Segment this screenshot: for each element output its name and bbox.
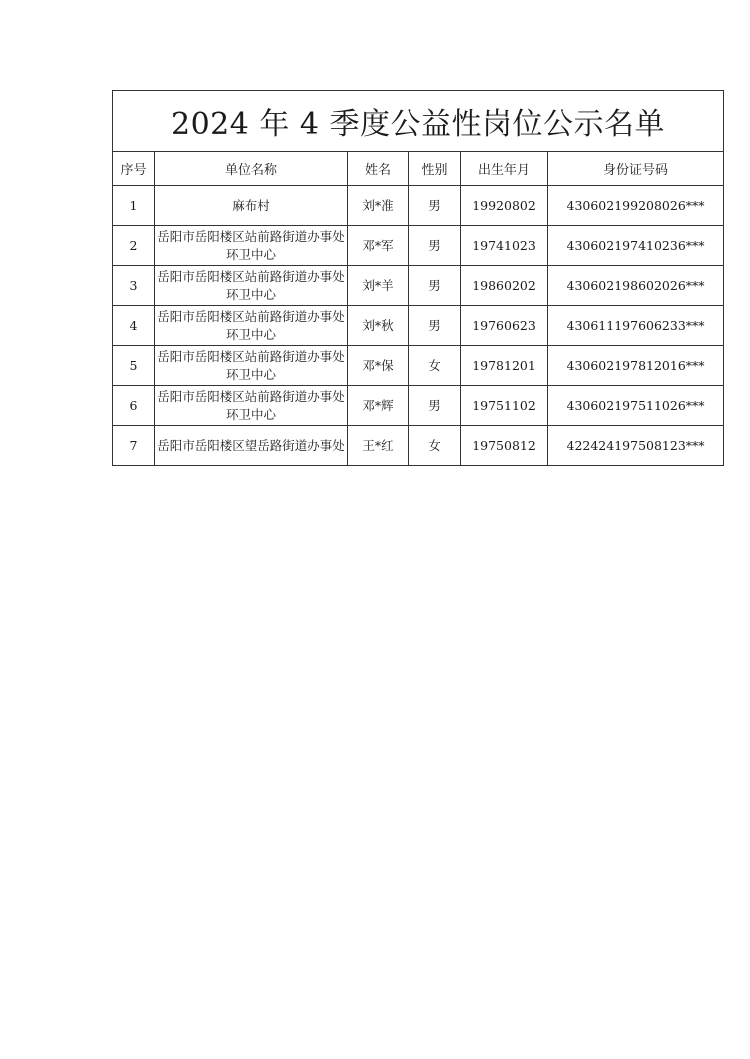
cell-unit: 岳阳市岳阳楼区望岳路街道办事处	[155, 426, 348, 466]
cell-gender: 女	[409, 426, 461, 466]
header-index: 序号	[113, 152, 155, 186]
document-title: 2024 年 4 季度公益性岗位公示名单	[113, 91, 724, 152]
cell-unit: 麻布村	[155, 186, 348, 226]
cell-index: 2	[113, 226, 155, 266]
cell-birth: 19760623	[461, 306, 548, 346]
header-id-number: 身份证号码	[548, 152, 724, 186]
cell-gender: 男	[409, 186, 461, 226]
cell-index: 6	[113, 386, 155, 426]
cell-gender: 男	[409, 226, 461, 266]
cell-name: 刘*秋	[348, 306, 409, 346]
cell-birth: 19781201	[461, 346, 548, 386]
cell-birth: 19860202	[461, 266, 548, 306]
header-unit: 单位名称	[155, 152, 348, 186]
cell-name: 刘*羊	[348, 266, 409, 306]
cell-name: 邓*军	[348, 226, 409, 266]
cell-name: 邓*保	[348, 346, 409, 386]
table-row	[113, 386, 724, 426]
table-row	[113, 266, 724, 306]
table-row	[113, 186, 724, 226]
cell-id-number: 430602197812016***	[548, 346, 724, 386]
cell-gender: 男	[409, 306, 461, 346]
cell-name: 刘*准	[348, 186, 409, 226]
header-birth: 出生年月	[461, 152, 548, 186]
cell-name: 王*红	[348, 426, 409, 466]
table-row	[113, 346, 724, 386]
cell-id-number: 430602199208026***	[548, 186, 724, 226]
roster-table	[112, 90, 724, 466]
cell-gender: 女	[409, 346, 461, 386]
cell-id-number: 430602198602026***	[548, 266, 724, 306]
cell-gender: 男	[409, 386, 461, 426]
cell-birth: 19920802	[461, 186, 548, 226]
cell-unit: 岳阳市岳阳楼区站前路街道办事处环卫中心	[155, 266, 348, 306]
cell-birth: 19750812	[461, 426, 548, 466]
table-row	[113, 226, 724, 266]
cell-birth: 19751102	[461, 386, 548, 426]
cell-index: 3	[113, 266, 155, 306]
cell-unit: 岳阳市岳阳楼区站前路街道办事处环卫中心	[155, 306, 348, 346]
cell-gender: 男	[409, 266, 461, 306]
table-header	[113, 152, 724, 186]
table-row	[113, 426, 724, 466]
cell-id-number: 430602197410236***	[548, 226, 724, 266]
table-row	[113, 306, 724, 346]
header-name: 姓名	[348, 152, 409, 186]
cell-unit: 岳阳市岳阳楼区站前路街道办事处环卫中心	[155, 386, 348, 426]
cell-index: 5	[113, 346, 155, 386]
cell-name: 邓*辉	[348, 386, 409, 426]
cell-index: 7	[113, 426, 155, 466]
cell-index: 4	[113, 306, 155, 346]
cell-id-number: 430611197606233***	[548, 306, 724, 346]
cell-unit: 岳阳市岳阳楼区站前路街道办事处环卫中心	[155, 346, 348, 386]
cell-index: 1	[113, 186, 155, 226]
cell-birth: 19741023	[461, 226, 548, 266]
cell-unit: 岳阳市岳阳楼区站前路街道办事处环卫中心	[155, 226, 348, 266]
header-gender: 性别	[409, 152, 461, 186]
cell-id-number: 430602197511026***	[548, 386, 724, 426]
cell-id-number: 422424197508123***	[548, 426, 724, 466]
